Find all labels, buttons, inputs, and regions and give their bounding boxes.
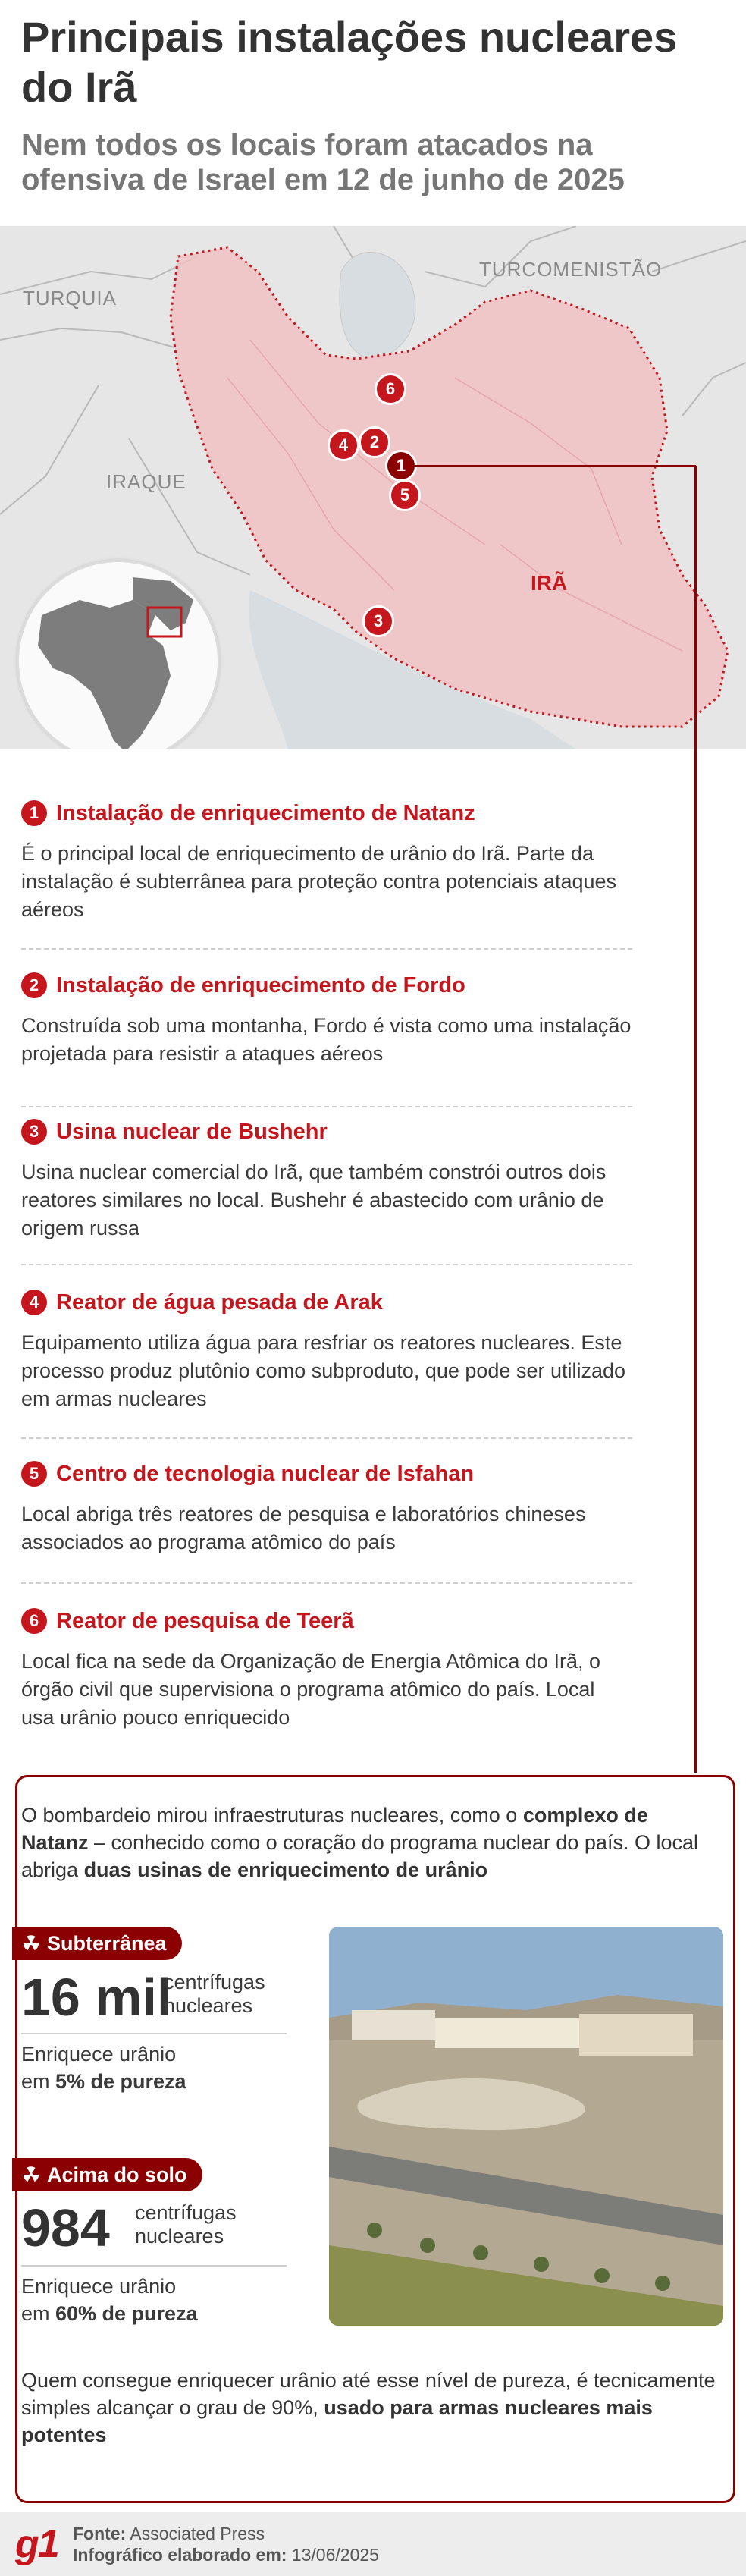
facility-description: Local abriga três reatores de pesquisa e laboratórios chineses associados ao programa atômico do país <box>21 1503 586 1553</box>
stat-divider <box>21 2265 287 2267</box>
connector-line <box>694 466 697 1773</box>
label-iraque: IRAQUE <box>106 470 186 493</box>
radiation-icon <box>23 1935 39 1952</box>
border-line <box>0 328 174 347</box>
divider <box>21 1582 632 1584</box>
above-purity: Enriquece urânio em 60% de pureza <box>21 2275 198 2325</box>
badge-label: Acima do solo <box>47 2163 187 2186</box>
border-line <box>0 385 99 514</box>
page-title: Principais instalações nucleares do Irã <box>21 13 678 111</box>
facility-description: Construída sob uma montanha, Fordo é vista como uma instalação projetada para resistir a ataques aéreos <box>21 1014 632 1065</box>
facility-item-3 <box>21 1119 632 1242</box>
facility-title: Instalação de enriquecimento de Fordo <box>56 973 465 997</box>
footer-date: Infográfico elaborado em: 13/06/2025 <box>73 2545 379 2565</box>
above-centrifuge-count: 984 <box>21 2198 110 2257</box>
facility-number: 2 <box>21 972 47 998</box>
facility-title: Centro de tecnologia nuclear de Isfahan <box>56 1462 475 1486</box>
photo-tree <box>473 2245 488 2260</box>
facility-item-1 <box>21 800 632 924</box>
badge-underground <box>12 1927 182 1960</box>
locator-globe <box>17 560 220 749</box>
label-turcomenistao: TURCOMENISTÃO <box>479 258 663 281</box>
photo-building <box>352 2010 435 2040</box>
label-ira: IRÃ <box>531 571 568 595</box>
footer-source: Fonte: Associated Press <box>73 2524 265 2543</box>
photo-tree <box>594 2268 610 2283</box>
facility-title: Usina nuclear de Bushehr <box>56 1120 328 1144</box>
page-subtitle: Nem todos os locais foram atacados na ofensiva de Israel em 12 de junho de 2025 <box>21 128 625 196</box>
facility-number: 5 <box>21 1461 47 1487</box>
photo-tree <box>655 2276 670 2291</box>
map-pin-1[interactable]: 1 <box>385 450 417 482</box>
natanz-photo-illustration <box>329 1927 723 2326</box>
globe-continent <box>38 600 171 749</box>
globe-graphic <box>19 562 218 749</box>
facility-description: Equipamento utiliza água para resfriar os reatores nucleares. Este processo produz plutônio como subproduto, que pode ser utilizado em armas nucleares <box>21 1331 626 1410</box>
divider <box>21 1106 632 1107</box>
footer <box>0 2512 746 2576</box>
g1-logo[interactable]: g1 <box>15 2522 58 2566</box>
border-line <box>652 241 746 272</box>
underground-centrifuge-count: 16 mil <box>21 1968 172 2027</box>
facility-item-2 <box>21 972 632 1068</box>
badge-label: Subterrânea <box>47 1932 167 1955</box>
facility-description: Usina nuclear comercial do Irã, que também constrói outros dois reatores similares no local. Bushehr é abastecido com urânio de origem russa <box>21 1161 607 1239</box>
map-pin-4[interactable]: 4 <box>328 429 359 461</box>
radiation-icon <box>23 2166 39 2183</box>
centrifuge-unit: centrífugas nucleares <box>164 1971 265 2017</box>
facility-item-4 <box>21 1290 632 1413</box>
badge-above-ground <box>12 2158 202 2191</box>
border-line <box>682 363 746 416</box>
natanz-photo <box>329 1927 723 2326</box>
map-pin-2[interactable]: 2 <box>359 426 390 458</box>
connector-line <box>408 465 696 467</box>
photo-building <box>579 2014 693 2056</box>
iran-map <box>0 226 746 749</box>
map-pin-5[interactable]: 5 <box>389 479 421 511</box>
facility-title: Instalação de enriquecimento de Natanz <box>56 801 475 825</box>
stat-divider <box>21 2033 287 2034</box>
natanz-intro: O bombardeio mirou infraestruturas nucleares, como o complexo de Natanz – conhecido como o coração do programa nuclear do país. O local abriga duas usinas de enriquecimento de urânio <box>21 1804 698 1881</box>
centrifuge-unit: centrífugas nucleares <box>135 2201 237 2248</box>
facility-number: 3 <box>21 1119 47 1145</box>
divider <box>21 1437 632 1439</box>
facility-number: 6 <box>21 1608 47 1634</box>
map-pin-3[interactable]: 3 <box>362 605 394 637</box>
facility-item-5 <box>21 1461 632 1557</box>
photo-tree <box>420 2238 435 2253</box>
facility-title: Reator de pesquisa de Teerã <box>56 1609 354 1633</box>
map-pin-6[interactable]: 6 <box>375 373 406 405</box>
iran-territory <box>171 247 728 727</box>
divider <box>21 1264 632 1265</box>
facility-title: Reator de água pesada de Arak <box>56 1290 383 1315</box>
label-turquia: TURQUIA <box>23 287 117 309</box>
facility-description: É o principal local de enriquecimento de urânio do Irã. Parte da instalação é subterrânea para proteção contra potenciais ataques aéreos <box>21 842 617 921</box>
photo-building <box>435 2018 587 2048</box>
underground-purity: Enriquece urânio em 5% de pureza <box>21 2043 186 2093</box>
facility-number: 4 <box>21 1290 47 1315</box>
caspian-sea <box>340 253 415 360</box>
facility-number: 1 <box>21 800 47 826</box>
closing-text: Quem consegue enriquecer urânio até esse nível de pureza, é tecnicamente simples alcançar o grau de 90%, usado para armas nucleares mais potentes <box>21 2369 716 2446</box>
photo-tree <box>534 2257 549 2272</box>
facility-item-6 <box>21 1608 632 1732</box>
photo-tree <box>367 2223 382 2238</box>
facility-description: Local fica na sede da Organização de Energia Atômica do Irã, o órgão civil que supervisiona o programa atômico do país. Local usa urânio pouco enriquecido <box>21 1650 600 1729</box>
divider <box>21 948 632 950</box>
